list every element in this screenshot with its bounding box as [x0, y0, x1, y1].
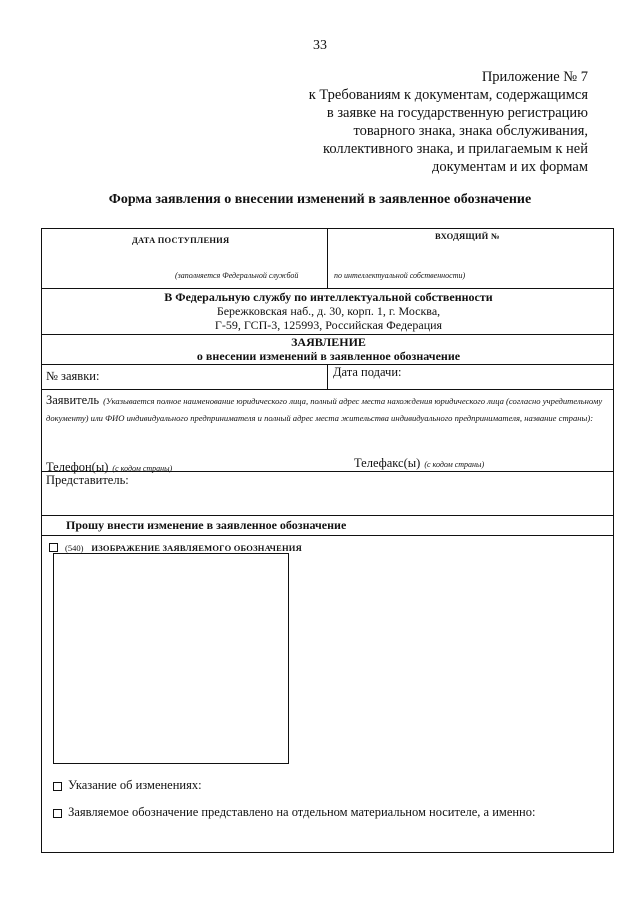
medium-label: Заявляемое обозначение представлено на отдельном материальном носителе, а именно:	[68, 805, 536, 819]
appendix-line: Приложение № 7	[481, 69, 588, 85]
statement-heading	[42, 335, 615, 363]
app-row-divider	[327, 364, 328, 389]
divider	[42, 389, 613, 390]
addressee-line: Г-59, ГСП-3, 125993, Российская Федерация	[214, 318, 443, 332]
applicant-field[interactable]	[46, 392, 606, 426]
image-label: ИЗОБРАЖЕНИЕ ЗАЯВЛЯЕМОГО ОБОЗНАЧЕНИЯ	[91, 543, 302, 553]
applicant-hint: (Указывается полное наименование юридического лица, полный адрес места нахождения юридического лица (согласно учредительному документу) или ФИО индивидуального предпринимателя и полный адрес места жительства индивидуального предпринимателя, название страны):	[46, 396, 603, 423]
filing-date-label[interactable]: Дата подачи:	[333, 365, 402, 379]
appendix-line: документам и их формам	[431, 159, 588, 175]
addressee-line: В Федеральную службу по интеллектуальной собственности	[164, 290, 493, 304]
representative-label[interactable]: Представитель:	[46, 473, 129, 487]
application-number-label[interactable]: № заявки:	[46, 369, 100, 383]
fax-field[interactable]	[354, 454, 484, 472]
changes-field[interactable]	[53, 778, 202, 793]
appendix-line: к Требованиям к документам, содержащимся	[308, 87, 588, 103]
header-divider	[327, 229, 328, 288]
divider	[42, 515, 613, 516]
medium-field[interactable]	[53, 805, 535, 820]
statement-subtitle: о внесении изменений в заявленное обозначение	[196, 349, 461, 363]
request-label: Прошу внести изменение в заявленное обозначение	[66, 518, 347, 532]
checkbox-icon[interactable]	[53, 809, 62, 818]
appendix-line: коллективного знака, и прилагаемым к ней	[323, 141, 588, 157]
image-placeholder-box[interactable]	[53, 553, 289, 764]
document-title: Форма заявления о внесении изменений в заявленное обозначение	[108, 192, 532, 207]
receipt-date-label: ДАТА ПОСТУПЛЕНИЯ	[132, 235, 230, 245]
appendix-line: товарного знака, знака обслуживания,	[353, 123, 588, 139]
phone-hint: (с кодом страны)	[112, 464, 173, 473]
appendix-block	[288, 68, 588, 176]
addressee-line: Бережковская наб., д. 30, корп. 1, г. Москва,	[216, 304, 441, 318]
statement-title: ЗАЯВЛЕНИЕ	[291, 335, 366, 349]
filled-by-right: по интеллектуальной собственности)	[334, 271, 466, 280]
checkbox-icon[interactable]	[49, 543, 58, 552]
fax-label: Телефакс(ы)	[354, 456, 421, 470]
divider	[42, 535, 613, 536]
changes-label: Указание об изменениях:	[68, 778, 202, 792]
divider	[42, 471, 613, 472]
incoming-number-label: ВХОДЯЩИЙ №	[435, 231, 500, 241]
appendix-line: в заявке на государственную регистрацию	[326, 105, 588, 121]
application-form	[41, 228, 614, 853]
divider	[42, 288, 613, 289]
checkbox-icon[interactable]	[53, 782, 62, 791]
applicant-label: Заявитель	[46, 393, 100, 407]
addressee-block	[42, 290, 615, 332]
fax-hint: (с кодом страны)	[424, 460, 485, 469]
phone-label: Телефон(ы)	[46, 460, 109, 474]
page-number: 33	[313, 38, 327, 53]
image-code: (540)	[65, 543, 84, 553]
filled-by-left: (заполняется Федеральной службой	[175, 271, 299, 280]
